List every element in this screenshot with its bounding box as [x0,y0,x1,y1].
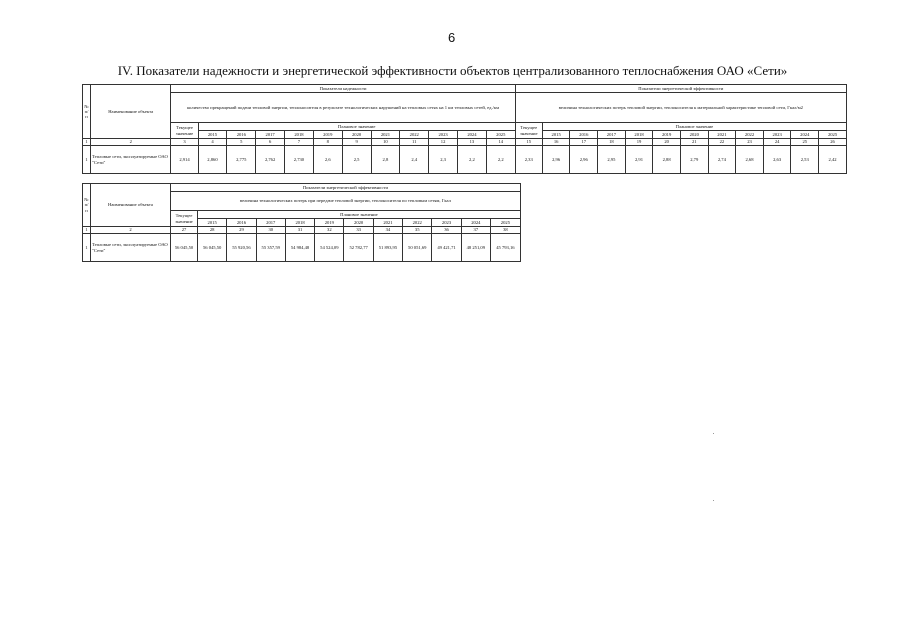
current-value: 56 045,50 [171,234,198,262]
efficiency-value: 2,68 [736,146,764,174]
year-cell: 2016 [227,219,256,227]
efficiency-value: 2,53 [791,146,819,174]
year-cell: 2022 [400,131,429,139]
column-number: 18 [598,139,626,146]
year-cell: 2018 [285,131,314,139]
page-number: 6 [448,30,456,45]
column-number: 31 [285,227,314,234]
year-cell: 2017 [598,131,626,139]
column-number: 7 [285,139,314,146]
column-number: 28 [198,227,227,234]
reliability-value: 2,6 [313,146,342,174]
column-number: 19 [625,139,653,146]
year-cell: 2015 [198,219,227,227]
column-number: 30 [256,227,285,234]
heat-loss-value: 52 782,77 [344,234,373,262]
reliability-indicator: количество прекращений подачи тепловой энергии, теплоносителя в результате технологических нарушений на тепловых сетях на 1 км тепловых сетей, ед./км [171,93,515,123]
year-cell: 2017 [256,219,285,227]
efficiency-value: 2,79 [680,146,708,174]
column-number: 37 [461,227,490,234]
efficiency-value: 2,91 [625,146,653,174]
column-number: 35 [403,227,432,234]
year-cell: 2020 [342,131,371,139]
table-row [83,234,521,262]
heat-loss-table [82,183,521,262]
col-name-header: Наименование объекта [91,85,171,139]
heat-loss-value: 54 984,48 [285,234,314,262]
year-cell: 2022 [403,219,432,227]
column-number: 16 [542,139,570,146]
year-cell: 2017 [256,131,285,139]
efficiency-value: 2,74 [708,146,736,174]
heat-loss-value: 45 793,16 [490,234,520,262]
column-number: 22 [708,139,736,146]
heat-loss-value: 56 045,50 [198,234,227,262]
col-name-header: Наименование объекта [91,184,171,227]
reliability-value: 2,762 [256,146,285,174]
efficiency-indicator: величина технологических потерь тепловой энергии, теплоносителя к материальной характеристике тепловой сети, Гкал/м2 [515,93,846,123]
heat-loss-value: 49 421,71 [432,234,461,262]
efficiency-value: 2,96 [570,146,598,174]
efficiency-planned-header: Плановое значение [542,123,846,131]
reliability-value: 2,775 [227,146,256,174]
col-num-header: № п/п [83,184,91,227]
column-number: 14 [486,139,515,146]
column-number: 2 [91,139,171,146]
column-number: 15 [515,139,542,146]
column-number: 32 [315,227,344,234]
column-number: 29 [227,227,256,234]
year-cell: 2020 [344,219,373,227]
table-row [83,146,847,174]
year-cell: 2018 [285,219,314,227]
reliability-value: 2,4 [400,146,429,174]
efficiency-value: 2,63 [763,146,791,174]
column-number: 4 [198,139,227,146]
column-number: 21 [680,139,708,146]
year-cell: 2024 [791,131,819,139]
row-number: 1 [83,146,91,174]
year-cell: 2016 [570,131,598,139]
reliability-current-value: 2,914 [171,146,198,174]
year-cell: 2016 [227,131,256,139]
year-cell: 2024 [458,131,487,139]
year-cell: 2025 [819,131,847,139]
efficiency-value: 2,95 [598,146,626,174]
scan-speck [713,500,714,501]
scan-speck [713,433,714,434]
col-num-header: № п/п [83,85,91,139]
column-number: 6 [256,139,285,146]
year-cell: 2018 [625,131,653,139]
column-number: 27 [171,227,198,234]
column-number: 38 [490,227,520,234]
reliability-efficiency-table [82,84,847,174]
column-number: 2 [91,227,171,234]
year-cell: 2023 [432,219,461,227]
column-number: 11 [400,139,429,146]
year-cell: 2022 [736,131,764,139]
reliability-value: 2,730 [285,146,314,174]
year-cell: 2020 [680,131,708,139]
year-cell: 2025 [490,219,520,227]
year-cell: 2023 [429,131,458,139]
column-number: 1 [83,227,91,234]
page-title: IV. Показатели надежности и энергетической эффективности объектов централизованного теплоснабжения ОАО «Сети» [117,63,788,78]
year-cell: 2024 [461,219,490,227]
column-number: 12 [429,139,458,146]
heat-loss-value: 55 920,56 [227,234,256,262]
efficiency-current-header: Текущее значение [515,123,542,139]
heat-loss-value: 55 357,59 [256,234,285,262]
column-number: 26 [819,139,847,146]
column-number: 8 [313,139,342,146]
reliability-value: 2,5 [342,146,371,174]
column-number: 10 [371,139,400,146]
row-number: 1 [83,234,91,262]
year-cell: 2019 [653,131,681,139]
efficiency-value: 2,42 [819,146,847,174]
heat-loss-indicator: величина технологических потерь при передаче тепловой энергии, теплоносителя по тепловым сетям, Гкал [171,192,521,211]
column-number: 13 [458,139,487,146]
column-number: 20 [653,139,681,146]
reliability-header: Показатели надежности [171,85,515,93]
year-cell: 2019 [315,219,344,227]
object-name: Тепловые сети, эксплуатируемые ОАО "Сети" [91,234,171,262]
reliability-value: 2,2 [458,146,487,174]
object-name: Тепловые сети, эксплуатируемые ОАО "Сети" [91,146,171,174]
column-number: 3 [171,139,198,146]
year-cell: 2015 [198,131,227,139]
efficiency-header: Показатели энергетической эффективности [515,85,846,93]
column-number: 36 [432,227,461,234]
efficiency-header: Показатели энергетической эффективности [171,184,521,192]
column-number: 5 [227,139,256,146]
column-number: 17 [570,139,598,146]
year-cell: 2019 [313,131,342,139]
reliability-planned-header: Плановое значение [198,123,515,131]
efficiency-current-value: 2,33 [515,146,542,174]
efficiency-value: 2,96 [542,146,570,174]
year-cell: 2025 [486,131,515,139]
heat-loss-value: 54 524,09 [315,234,344,262]
heat-loss-value: 48 251,09 [461,234,490,262]
column-number: 1 [83,139,91,146]
column-number: 25 [791,139,819,146]
year-cell: 2021 [708,131,736,139]
heat-loss-value: 50 051,69 [403,234,432,262]
reliability-value: 2,8 [371,146,400,174]
reliability-value: 2,860 [198,146,227,174]
column-number: 24 [763,139,791,146]
heat-loss-value: 51 893,95 [373,234,402,262]
current-header: Текущее значение [171,211,198,227]
reliability-value: 2,3 [429,146,458,174]
column-number: 23 [736,139,764,146]
year-cell: 2015 [542,131,570,139]
year-cell: 2023 [763,131,791,139]
column-number: 33 [344,227,373,234]
column-number: 34 [373,227,402,234]
efficiency-value: 2,88 [653,146,681,174]
column-number: 9 [342,139,371,146]
reliability-value: 2,2 [486,146,515,174]
planned-header: Плановое значение [198,211,521,219]
year-cell: 2021 [371,131,400,139]
reliability-current-header: Текущее значение [171,123,198,139]
year-cell: 2021 [373,219,402,227]
